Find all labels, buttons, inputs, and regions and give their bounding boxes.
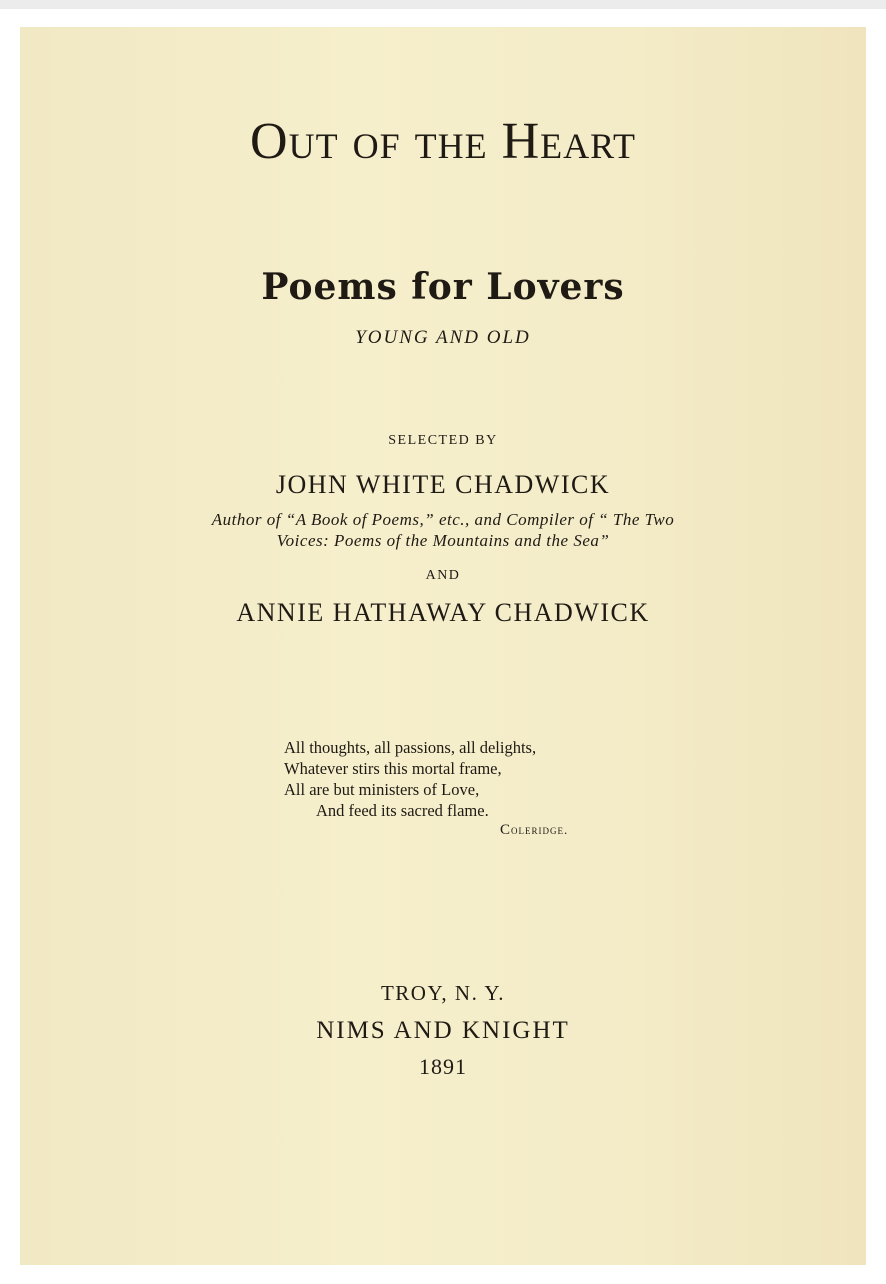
editor-1-credit-line: Author of “A Book of Poems,” etc., and Compiler of “ The Two	[211, 510, 675, 529]
epigraph-line: Whatever stirs this mortal frame,	[284, 759, 502, 778]
editor-1-name: JOHN WHITE CHADWICK	[275, 470, 611, 499]
scan-top-margin	[0, 0, 886, 9]
epigraph-line: And feed its sacred flame.	[316, 801, 489, 820]
imprint-year: 1891	[419, 1054, 467, 1079]
book-subtitle-secondary: YOUNG AND OLD	[355, 327, 531, 348]
conjunction: AND	[425, 568, 461, 583]
selected-by-label: SELECTED BY	[388, 433, 498, 448]
book-title: Out of the Heart	[250, 113, 636, 170]
epigraph	[284, 737, 536, 821]
imprint-publisher: NIMS AND KNIGHT	[316, 1017, 570, 1044]
imprint-place: TROY, N. Y.	[380, 981, 506, 1005]
editor-1-credit-line: Voices: Poems of the Mountains and the Sea”	[276, 531, 610, 550]
epigraph-attribution: Coleridge.	[500, 822, 569, 838]
epigraph-line: All thoughts, all passions, all delights,	[284, 738, 537, 757]
editor-2-name: ANNIE HATHAWAY CHADWICK	[236, 598, 650, 627]
book-subtitle: Poems for Lovers	[261, 266, 625, 308]
epigraph-line: All are but ministers of Love,	[284, 780, 480, 799]
